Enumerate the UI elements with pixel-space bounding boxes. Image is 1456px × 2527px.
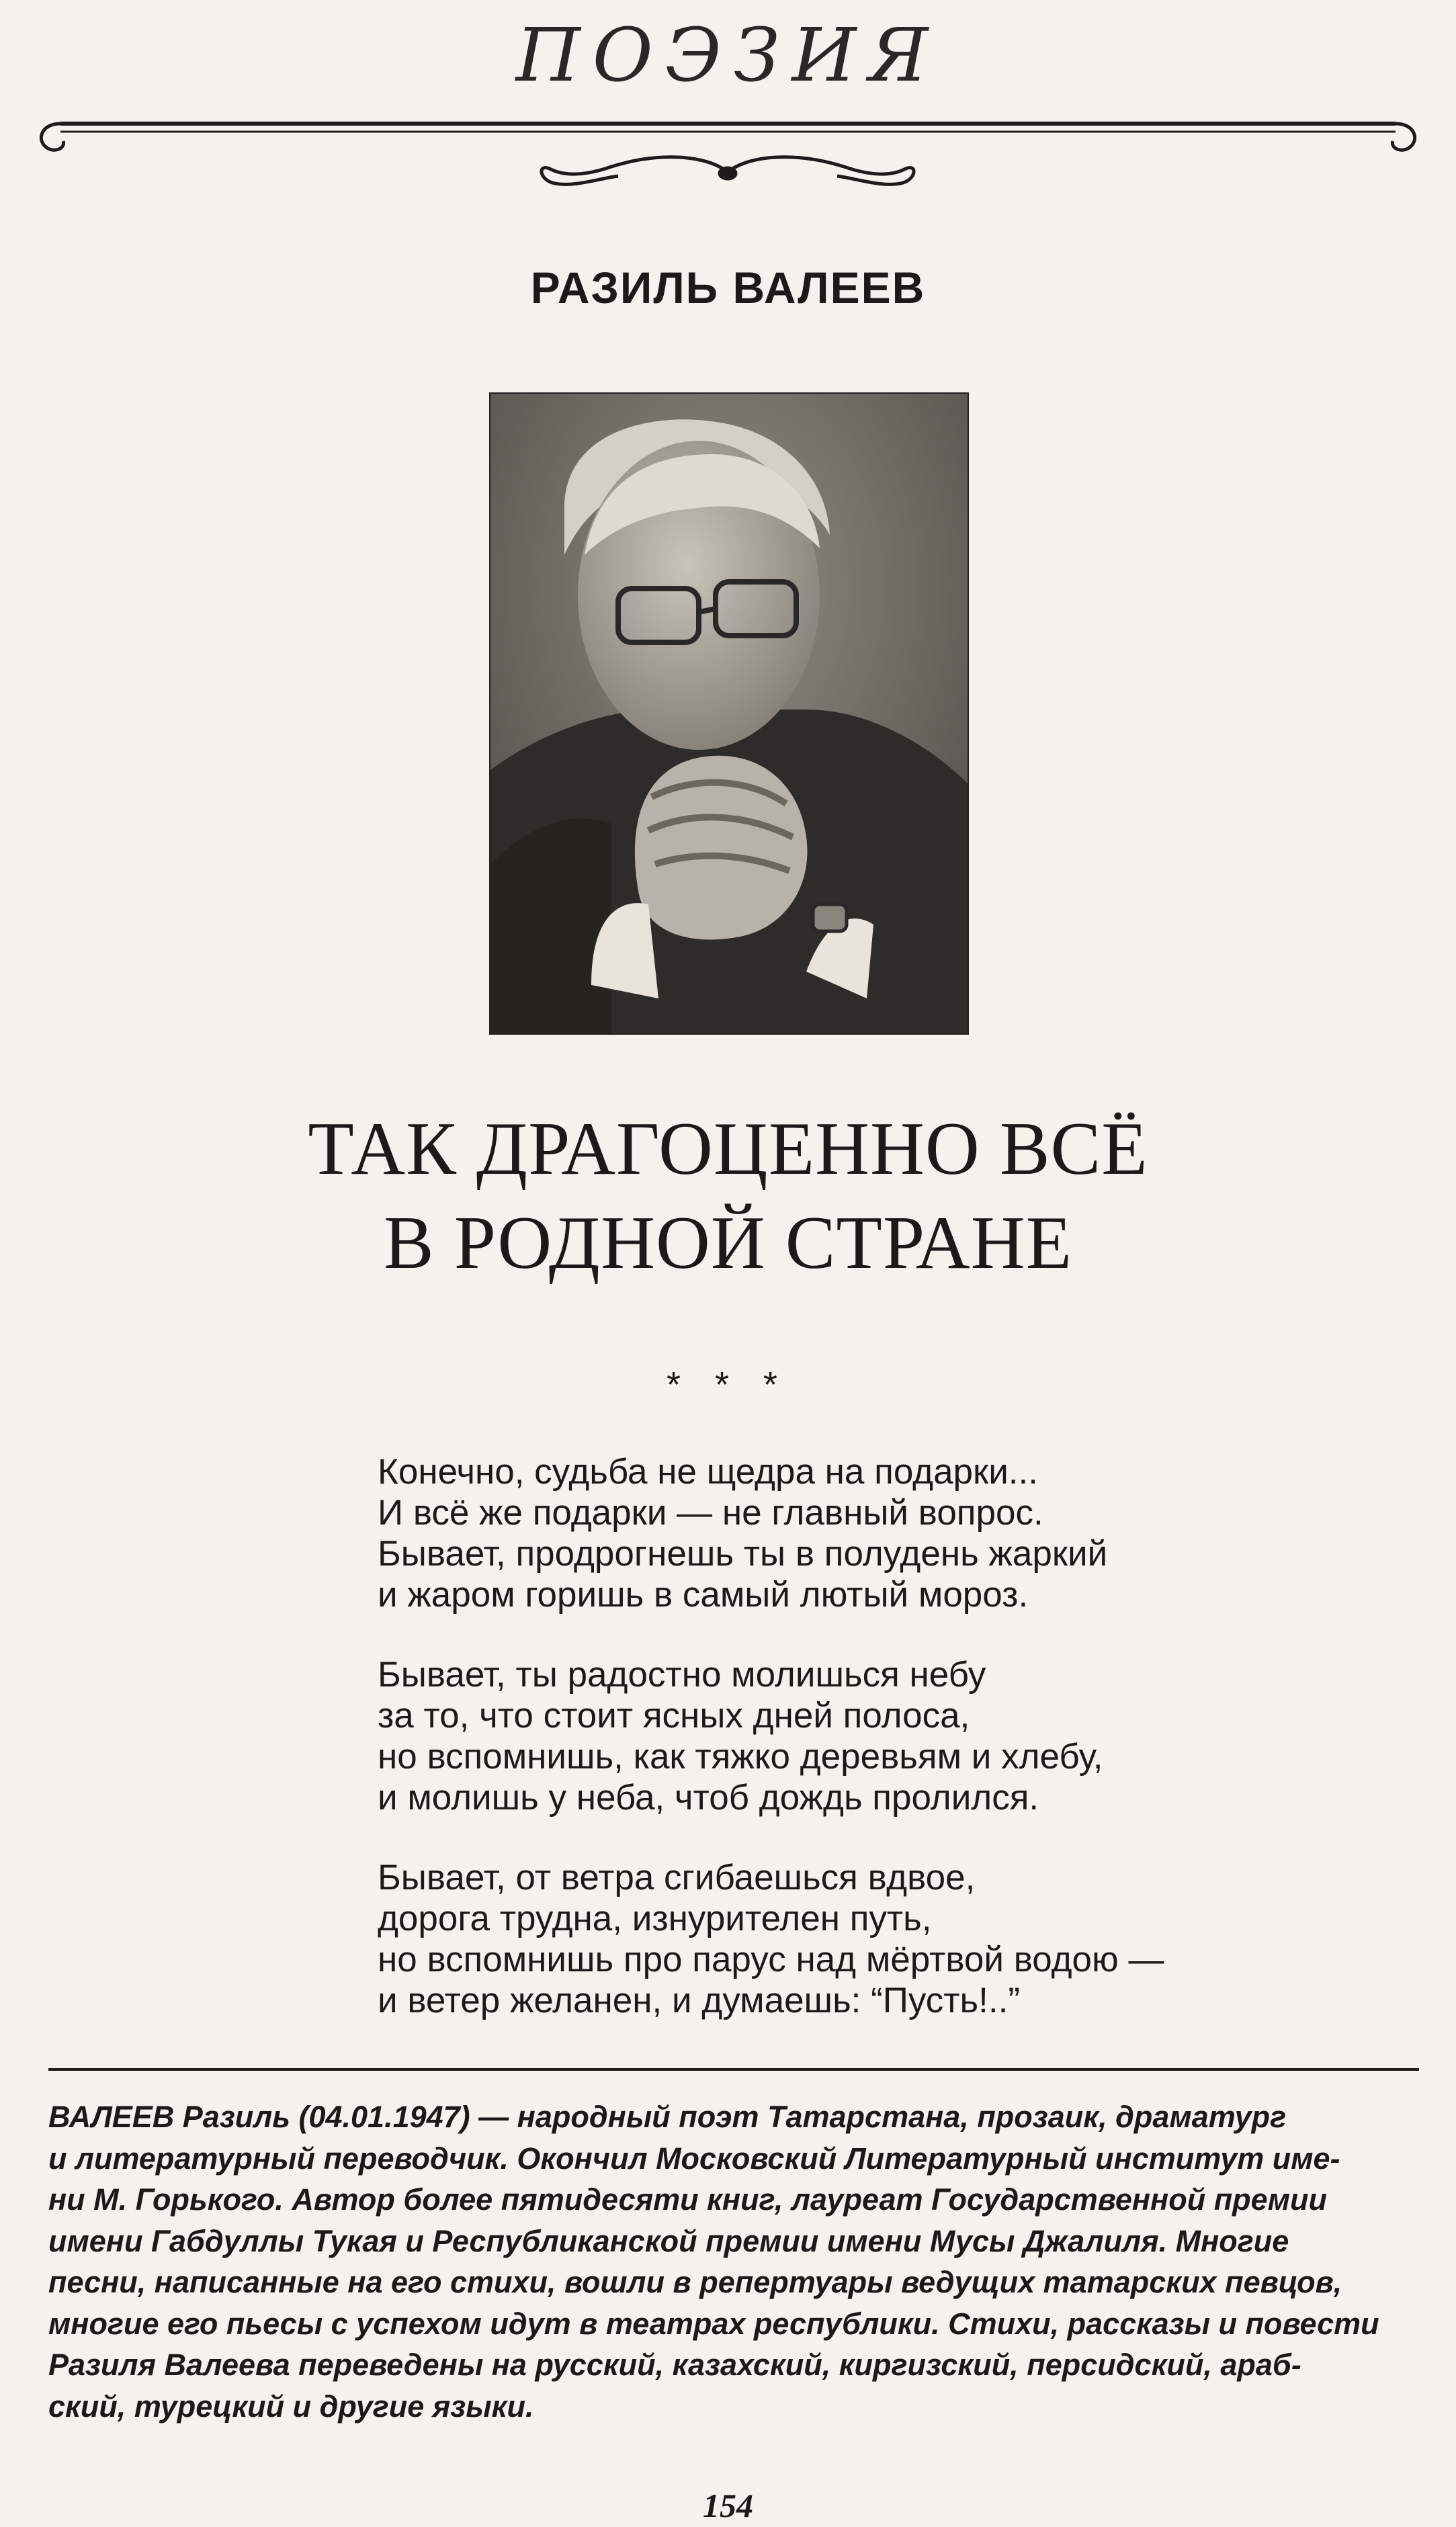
stanza-3 <box>378 1857 1426 2021</box>
poem-body <box>378 1451 1426 2060</box>
section-title: ПОЭЗИЯ <box>515 12 941 98</box>
page-number: 154 <box>703 2487 753 2524</box>
poem-title <box>0 1102 1456 1290</box>
stanza-1 <box>378 1451 1426 1615</box>
poem-line: за то, что стоит ясных дней полоса, <box>378 1696 970 1736</box>
poem-line: и молишь у неба, чтоб дождь пролился. <box>378 1778 1039 1817</box>
poem-line: И всё же подарки — не главный вопрос. <box>378 1493 1043 1533</box>
author-portrait <box>489 392 969 1035</box>
stanza-divider: * * * <box>666 1365 790 1405</box>
poem-line: и ветер желанен, и думаешь: “Пусть!..” <box>378 1981 1020 2020</box>
footnote-rule <box>48 2068 1419 2071</box>
bio-line: и литературный переводчик. Окончил Московский Литературный институт име- <box>48 2141 1340 2176</box>
poem-line: и жаром горишь в самый лютый мороз. <box>378 1575 1029 1615</box>
bio-line: ВАЛЕЕВ Разиль (04.01.1947) — народный поэт Татарстана, прозаик, драматург <box>48 2100 1287 2134</box>
poem-line: Бывает, от ветра сгибаешься вдвое, <box>378 1858 976 1897</box>
bio-line: ни М. Горького. Автор более пятидесяти книг, лауреат Государственной премии <box>48 2182 1327 2217</box>
author-name: РАЗИЛЬ ВАЛЕЕВ <box>530 263 926 312</box>
poem-title-line-2: В РОДНОЙ СТРАНЕ <box>384 1201 1072 1285</box>
bio-line: ский, турецкий и другие языки. <box>48 2389 534 2424</box>
stanza-2 <box>378 1654 1426 1818</box>
poem-line: Конечно, судьба не щедра на подарки... <box>378 1452 1038 1492</box>
bio-line: Разиля Валеева переведены на русский, казахский, киргизский, персидский, араб- <box>48 2348 1301 2382</box>
poem-line: дорога трудна, изнурителен путь, <box>378 1899 932 1938</box>
bio-line: имени Габдуллы Тукая и Республиканской премии имени Мусы Джалиля. Многие <box>48 2223 1289 2258</box>
poem-line: Бывает, ты радостно молишься небу <box>378 1655 986 1695</box>
bio-line: многие его пьесы с успехом идут в театрах республики. Стихи, рассказы и повести <box>48 2306 1379 2341</box>
poem-line: но вспомнишь про парус над мёртвой водою — <box>378 1940 1164 1979</box>
ornamental-divider <box>34 114 1422 198</box>
author-bio <box>48 2096 1419 2427</box>
poem-title-line-1: ТАК ДРАГОЦЕННО ВСЁ <box>308 1107 1148 1191</box>
poem-line: Бывает, продрогнешь ты в полудень жаркий <box>378 1534 1108 1574</box>
poem-line: но вспомнишь, как тяжко деревьям и хлебу, <box>378 1737 1103 1776</box>
bio-line: песни, написанные на его стихи, вошли в репертуары ведущих татарских певцов, <box>48 2265 1342 2299</box>
